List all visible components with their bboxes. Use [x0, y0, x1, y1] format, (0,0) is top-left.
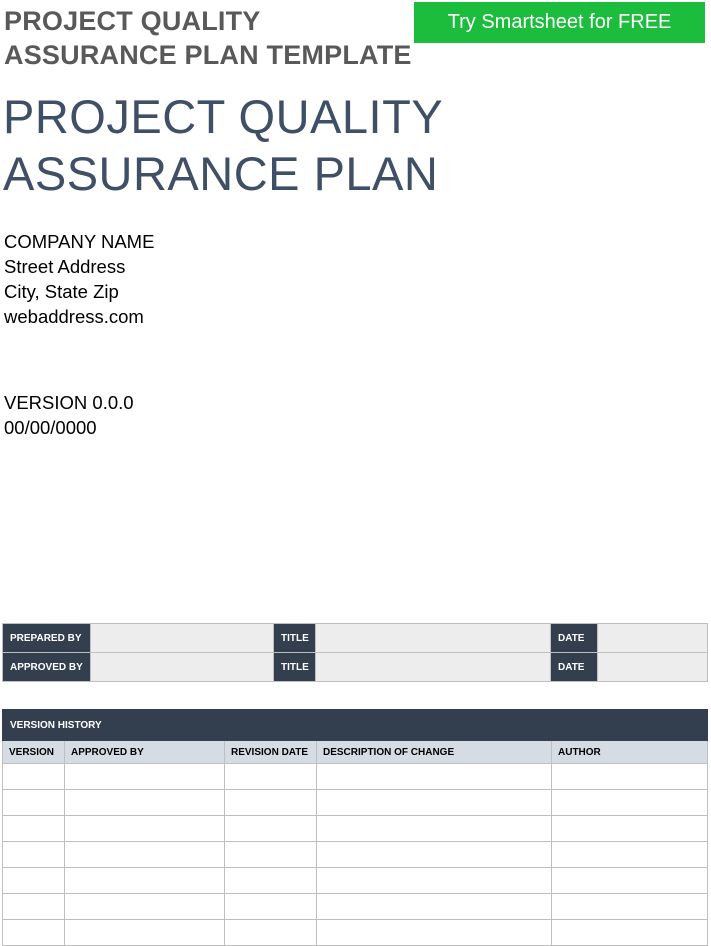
revision-date-cell[interactable] — [225, 816, 317, 842]
template-title — [4, 4, 412, 72]
document-title — [3, 88, 443, 202]
version-date: 00/00/0000 — [4, 417, 97, 438]
approved-by-cell[interactable] — [65, 894, 225, 920]
table-row — [3, 868, 708, 894]
column-header-revision-date: REVISION DATE — [225, 741, 317, 764]
version-number: VERSION 0.0.0 — [4, 392, 134, 413]
author-cell[interactable] — [552, 868, 708, 894]
description-cell[interactable] — [317, 894, 552, 920]
description-cell[interactable] — [317, 764, 552, 790]
approved-by-title-field[interactable] — [316, 653, 551, 682]
version-cell[interactable] — [3, 790, 65, 816]
approved-by-cell[interactable] — [65, 868, 225, 894]
version-history-table — [2, 709, 708, 946]
revision-date-cell[interactable] — [225, 868, 317, 894]
date-label: DATE — [551, 624, 598, 653]
template-title-line-1: PROJECT QUALITY — [4, 6, 261, 36]
version-cell[interactable] — [3, 842, 65, 868]
prepared-by-date-field[interactable] — [598, 624, 708, 653]
company-name: COMPANY NAME — [4, 231, 155, 252]
title-label: TITLE — [274, 624, 316, 653]
revision-date-cell[interactable] — [225, 790, 317, 816]
version-cell[interactable] — [3, 764, 65, 790]
author-cell[interactable] — [552, 894, 708, 920]
table-row — [3, 790, 708, 816]
version-history-heading: VERSION HISTORY — [3, 710, 708, 741]
column-header-author: AUTHOR — [552, 741, 708, 764]
author-cell[interactable] — [552, 842, 708, 868]
approved-by-date-field[interactable] — [598, 653, 708, 682]
signoff-table — [2, 623, 708, 682]
author-cell[interactable] — [552, 816, 708, 842]
table-row — [3, 894, 708, 920]
street-address: Street Address — [4, 256, 126, 277]
approved-by-field[interactable] — [91, 653, 274, 682]
web-address: webaddress.com — [4, 306, 144, 327]
company-info — [4, 229, 154, 329]
approved-by-cell[interactable] — [65, 816, 225, 842]
author-cell[interactable] — [552, 790, 708, 816]
date-label: DATE — [551, 653, 598, 682]
table-row — [3, 764, 708, 790]
table-row — [3, 842, 708, 868]
template-title-line-2: ASSURANCE PLAN TEMPLATE — [4, 40, 412, 70]
description-cell[interactable] — [317, 868, 552, 894]
table-row — [3, 624, 708, 653]
table-row — [3, 653, 708, 682]
document-title-line-2: ASSURANCE PLAN — [3, 147, 439, 200]
document-title-line-1: PROJECT QUALITY — [3, 90, 444, 143]
prepared-by-label: PREPARED BY — [3, 624, 91, 653]
description-cell[interactable] — [317, 842, 552, 868]
try-smartsheet-button[interactable]: Try Smartsheet for FREE — [414, 2, 705, 43]
author-cell[interactable] — [552, 764, 708, 790]
revision-date-cell[interactable] — [225, 764, 317, 790]
version-cell[interactable] — [3, 868, 65, 894]
prepared-by-title-field[interactable] — [316, 624, 551, 653]
column-header-approved-by: APPROVED BY — [65, 741, 225, 764]
city-state-zip: City, State Zip — [4, 281, 119, 302]
approved-by-label: APPROVED BY — [3, 653, 91, 682]
version-cell[interactable] — [3, 816, 65, 842]
prepared-by-field[interactable] — [91, 624, 274, 653]
approved-by-cell[interactable] — [65, 764, 225, 790]
title-label: TITLE — [274, 653, 316, 682]
revision-date-cell[interactable] — [225, 842, 317, 868]
description-cell[interactable] — [317, 816, 552, 842]
column-header-version: VERSION — [3, 741, 65, 764]
version-cell[interactable] — [3, 894, 65, 920]
approved-by-cell[interactable] — [65, 842, 225, 868]
column-header-description: DESCRIPTION OF CHANGE — [317, 741, 552, 764]
table-row — [3, 816, 708, 842]
revision-date-cell[interactable] — [225, 894, 317, 920]
approved-by-cell[interactable] — [65, 790, 225, 816]
description-cell[interactable] — [317, 790, 552, 816]
version-info — [4, 390, 134, 440]
